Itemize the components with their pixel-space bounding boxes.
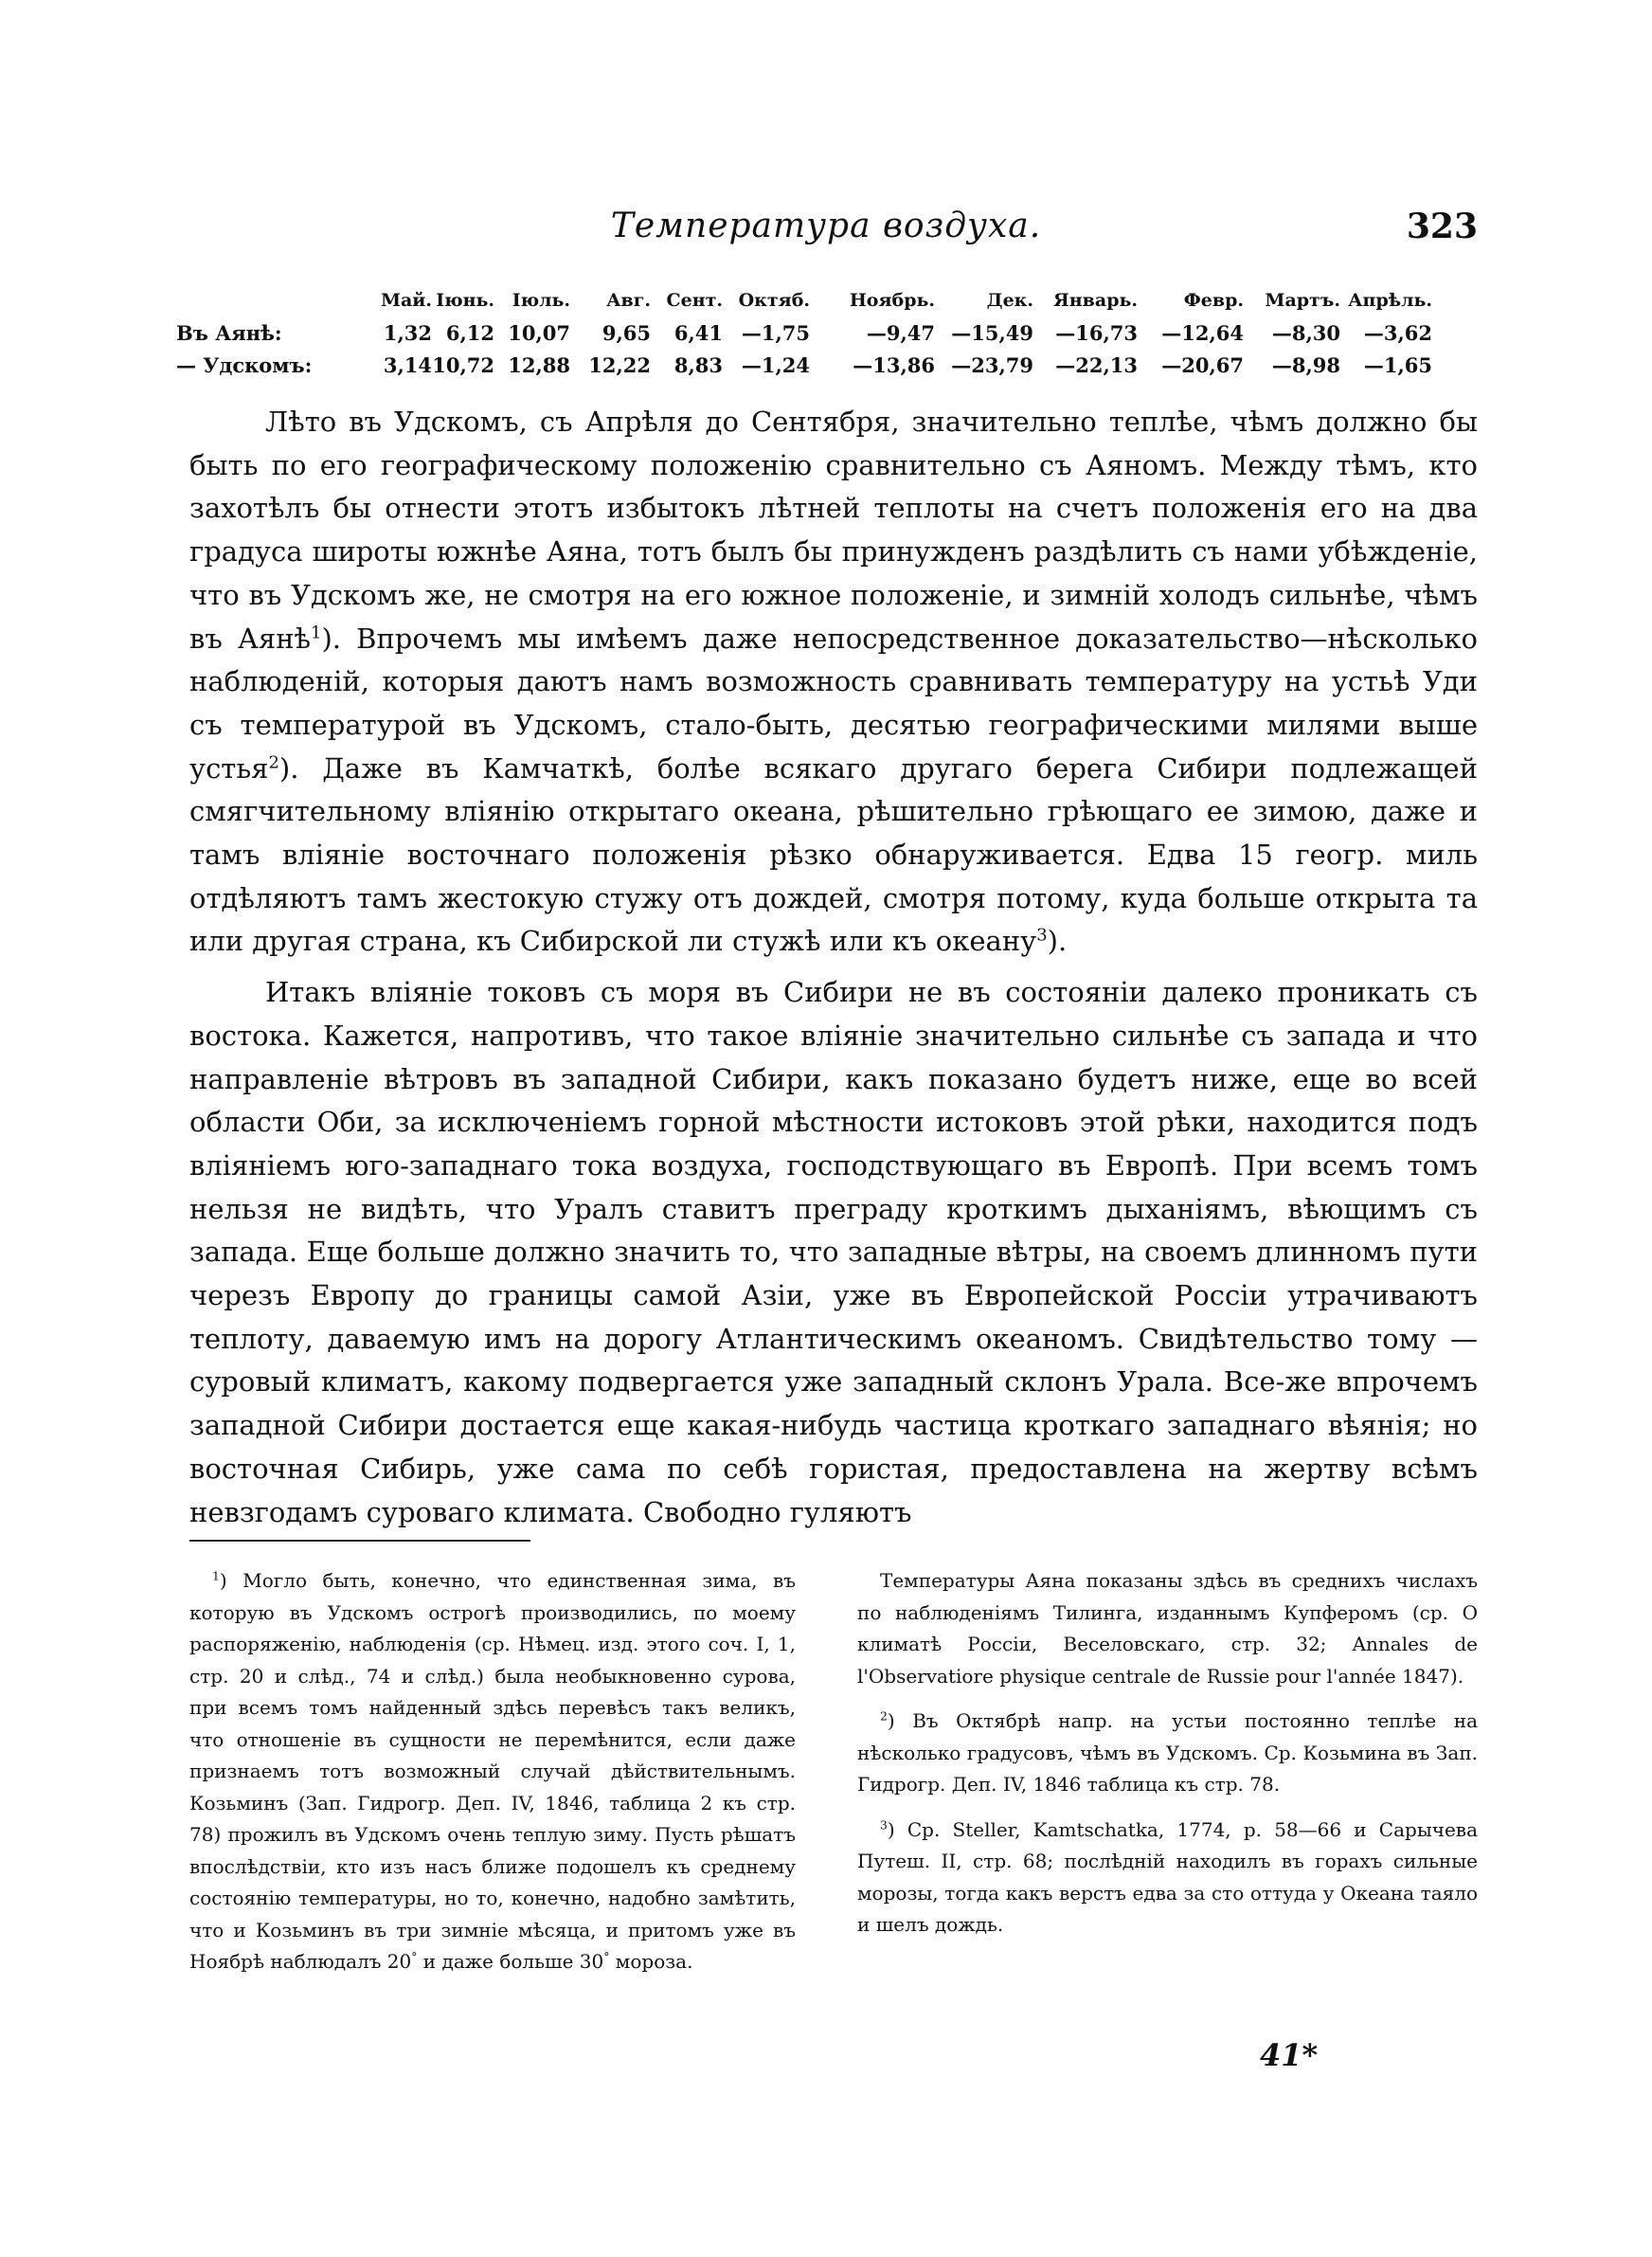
signature-mark: 41* — [1260, 2037, 1319, 2073]
footnote-mark: 1 — [212, 1568, 220, 1583]
table-cell: 10,72 — [432, 352, 494, 377]
table-cell: 6,12 — [445, 320, 494, 345]
table-cell: 6,41 — [673, 320, 723, 345]
table-cell: —1,65 — [1363, 352, 1432, 377]
paragraph-1: Лѣто въ Удскомъ, съ Апрѣля до Сентября, значительно теплѣе, чѣмъ должно бы быть по его географическому положенію сравнительно съ Аяномъ. Между тѣмъ, кто захотѣлъ бы отнести этотъ избытокъ лѣтней теплоты на счетъ положенія его на два градуса широты южнѣе Аяна, тотъ былъ бы принужденъ раздѣлить съ нами убѣжденіе, что въ Удскомъ же, не смотря на его южное положеніе, и зимній холодъ сильнѣе, чѣмъ въ Аянѣ$^1$). Впрочемъ мы имѣемъ даже непосредственное доказательство—нѣсколько наблюденій, которыя даютъ намъ возможность сравнивать температуру на устьѣ Уди съ температурой въ Удскомъ, стало-быть, десятью географическими милями выше устья$^2$). Даже въ Камчаткѣ, болѣе всякаго другаго берега Сибири подлежащей смягчительному вліянію открытаго океана, рѣшительно грѣющаго ее зимою, даже и тамъ вліяніе восточнаго положенія рѣзко обнаруживается. Едва 15 геогр. миль отдѣляютъ тамъ жестокую стужу отъ дождей, смотря потому, куда больше открыта та или другая страна, къ Сибирской ли стужѣ или къ океану$^3$). — [189, 406, 1478, 958]
table-header-cell: Февр. — [1183, 290, 1244, 311]
footnote-mark: 3 — [880, 1816, 888, 1832]
footnotes-left-column — [189, 1565, 796, 1978]
table-cell: —12,64 — [1161, 320, 1244, 345]
footnote-ref-2: 2 — [268, 751, 279, 772]
table-header-cell: Сент. — [666, 290, 723, 311]
table-cell: 10,07 — [508, 320, 570, 345]
table-cell: —9,47 — [866, 320, 935, 345]
table-header-cell: Ноябрь. — [849, 290, 935, 311]
table-cell: 12,88 — [508, 352, 570, 377]
footnote-1-continued: Температуры Аяна показаны здѣсь въ среднихъ числахъ по наблюденіямъ Тилинга, изданнымъ Купферомъ (ср. О климатѣ Россіи, Веселовскаго, стр. 32; Annales de l'Observatiore physique centrale de Russie pour l'année 1847). — [857, 1569, 1478, 1688]
table-header-cell: Май. — [380, 290, 432, 311]
table-header-cell: Январь. — [1053, 290, 1138, 311]
table-header-cell: Іюнь. — [436, 290, 494, 311]
temperature-table — [176, 284, 1432, 381]
footnotes-right-column — [857, 1565, 1478, 1941]
footnote-2: $^2$) Въ Октябрѣ напр. на устьи постоянно теплѣе на нѣсколько градусовъ, чѣмъ въ Удскомъ. Ср. Козьмина въ Зап. Гидрогр. Деп. IV, 1846 таблица къ стр. 78. — [857, 1708, 1478, 1796]
footnote-ref-3: 3 — [1036, 925, 1048, 946]
table-cell: 8,83 — [673, 352, 723, 377]
table-header-row — [176, 284, 1432, 316]
table-cell: —1,24 — [741, 352, 810, 377]
footnote-3: $^3$) Ср. Steller, Kamtschatka, 1774, p. 58—66 и Сарычева Путеш. II, стр. 68; послѣдній находилъ въ горахъ сильные морозы, тогда какъ верстъ едва за сто оттуда у Океана таяло и шелъ дождь. — [857, 1816, 1478, 1936]
table-cell: —16,73 — [1055, 320, 1138, 345]
table-cell: —15,49 — [951, 320, 1033, 345]
table-cell: 9,65 — [602, 320, 651, 345]
table-header-cell: Апрѣль. — [1348, 290, 1432, 311]
table-header-cell — [176, 284, 358, 316]
table-cell: 12,22 — [588, 352, 651, 377]
footnote-ref-1: 1 — [311, 622, 322, 642]
footnote-1: $^1$) Могло быть, конечно, что единственная зима, въ которую въ Удскомъ острогѣ производились, по моему распоряженію, наблюденія (ср. Нѣмец. изд. этого соч. I, 1, стр. 20 и слѣд., 74 и слѣд.) была необыкновенно сурова, при всемъ томъ найденный здѣсь перевѣсъ такъ великъ, что отношеніе въ сущности не перемѣнится, если даже признаемъ тотъ возможный случай дѣйствительнымъ. Козьминъ (Зап. Гидрогр. Деп. IV, 1846, таблица 2 къ стр. 78) прожилъ въ Удскомъ очень теплую зиму. Пусть рѣшатъ впослѣдствіи, кто изъ насъ ближе подошелъ къ среднему состоянію температуры, но то, конечно, надобно замѣтить, что и Козьминъ въ три зимніе мѣсяца, и притомъ уже въ Ноябрѣ наблюдалъ 20° и даже больше 30° мороза. — [189, 1568, 796, 1973]
table-cell: —3,62 — [1363, 320, 1432, 345]
footnote-divider — [189, 1540, 530, 1542]
page-number: 323 — [1406, 207, 1478, 246]
table-row-label: — Удскомъ: — [176, 352, 313, 377]
table-header-cell: Мартъ. — [1265, 290, 1340, 311]
table-header-cell: Дек. — [986, 290, 1033, 311]
table-header-cell: Іюль. — [512, 290, 570, 311]
table-cell: 1,32 — [383, 320, 432, 345]
table-header-cell: Авг. — [606, 290, 651, 311]
table-cell: 3,14 — [383, 352, 432, 377]
table-cell: —8,98 — [1271, 352, 1340, 377]
table-header-cell: Октяб. — [738, 290, 810, 311]
main-text — [189, 401, 1478, 1534]
paragraph-2: Итакъ вліяніе токовъ съ моря въ Сибири не въ состояніи далеко проникать съ востока. Кажется, напротивъ, что такое вліяніе значительно сильнѣе съ запада и что направленіе вѣтровъ въ западной Сибири, какъ показано будетъ ниже, еще во всей области Оби, за исключеніемъ горной мѣстности истоковъ этой рѣки, находится подъ вліяніемъ юго-западнаго тока воздуха, господствующаго въ Европѣ. При всемъ томъ нельзя не видѣть, что Уралъ ставитъ преграду кроткимъ дыханіямъ, вѣющимъ съ запада. Еще больше должно значить то, что западные вѣтры, на своемъ длинномъ пути черезъ Европу до границы самой Азіи, уже въ Европейской Россіи утрачиваютъ теплоту, даваемую имъ на дорогу Атлантическимъ океаномъ. Свидѣтельство тому — суровый климатъ, какому подвергается уже западный склонъ Урала. Все-же впрочемъ западной Сибири достается еще какая-нибудь частица кроткаго западнаго вѣянія; но восточная Сибирь, уже сама по себѣ гористая, предоставлена на жертву всѣмъ невзгодамъ суроваго климата. Свободно гуляютъ — [189, 976, 1478, 1528]
table-cell: —20,67 — [1161, 352, 1244, 377]
table-row — [176, 349, 1432, 381]
table-row-label: Въ Аянѣ: — [176, 320, 282, 345]
table-cell: —22,13 — [1055, 352, 1138, 377]
table-cell: —8,30 — [1271, 320, 1340, 345]
table-cell: —1,75 — [741, 320, 810, 345]
table-cell: —13,86 — [853, 352, 935, 377]
table-row — [176, 316, 1432, 349]
running-header-title: Температура воздуха. — [610, 207, 1042, 245]
footnote-mark: 2 — [880, 1708, 888, 1724]
table-cell: —23,79 — [951, 352, 1033, 377]
